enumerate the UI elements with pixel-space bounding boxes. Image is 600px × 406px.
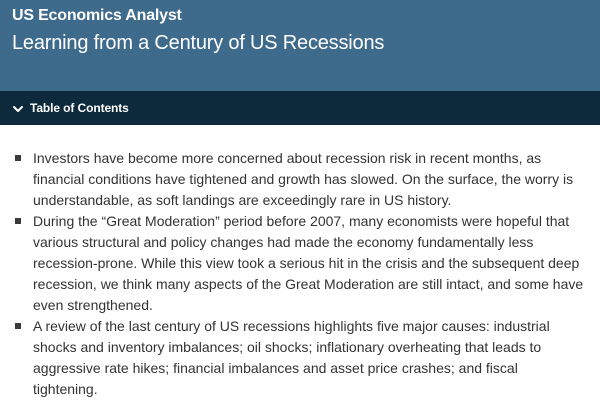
summary-bullet-text: During the “Great Moderation” period before 2007, many economists were hopeful that various structural and policy changes had made the economy fundamentally less recession-prone. While this view took a serious hit in the crisis and the subsequent deep recession, we think many aspects of the Great Moderation are still intact, and some have even strengthened.: [33, 213, 584, 313]
bullet-square-icon: [15, 218, 21, 224]
summary-bullet: [13, 211, 584, 316]
report-header: [0, 0, 600, 91]
report-title: Learning from a Century of US Recessions: [12, 32, 385, 54]
summary-bullet-text: A review of the last century of US recessions highlights five major causes: industrial shocks and inventory imbalances; oil shocks; inflationary overheating that leads to aggressive rate hikes; financial imbalances and asset price crashes; and fiscal tightening.: [33, 318, 550, 397]
table-of-contents-toggle[interactable]: [0, 91, 600, 125]
summary-content: [0, 125, 600, 406]
summary-bullet: [13, 148, 584, 211]
chevron-down-icon: [12, 102, 24, 114]
report-series-title: US Economics Analyst: [12, 7, 182, 24]
table-of-contents-label: Table of Contents: [30, 101, 129, 115]
summary-bullet: [13, 316, 584, 400]
summary-bullet-text: Investors have become more concerned about recession risk in recent months, as financial conditions have tightened and growth has slowed. On the surface, the worry is understandable, as soft landings are exceedingly rare in US history.: [33, 150, 574, 208]
bullet-square-icon: [15, 155, 21, 161]
bullet-square-icon: [15, 323, 21, 329]
summary-bullet-list: [13, 148, 584, 400]
